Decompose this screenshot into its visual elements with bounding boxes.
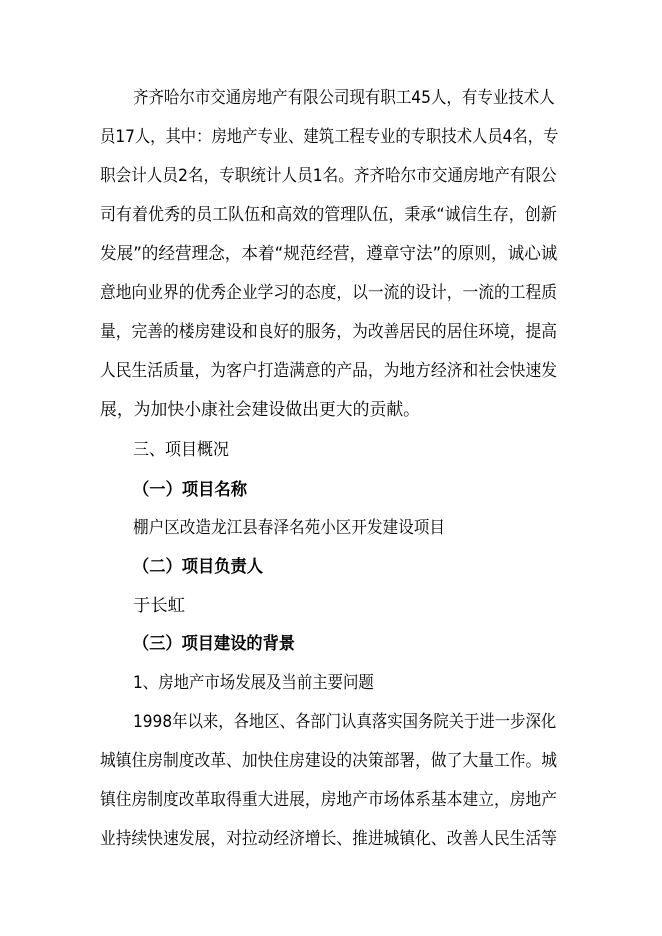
- sub1-heading: （一）项目名称: [133, 480, 247, 500]
- paragraph1-line-2: 员17人，其中：房地产专业、建筑工程专业的专职技术人员4名，专: [100, 127, 559, 147]
- paragraph1-line-3: 职会计人员2名，专职统计人员1名。齐齐哈尔市交通房地产有限公: [100, 166, 557, 186]
- paragraph1-line-5: 发展”的经营理念，本着“规范经营，遵章守法”的原则，诚心诚: [100, 244, 558, 264]
- project-name: 棚户区改造龙江县春泽名苑小区开发建设项目: [133, 518, 445, 538]
- sub2-heading: （二）项目负责人: [133, 557, 263, 577]
- paragraph1-line-9: 展，为加快小康社会建设做出更大的贡献。: [100, 400, 420, 420]
- section-heading: 三、项目概况: [133, 440, 229, 460]
- project-leader: 于长虹: [133, 596, 185, 616]
- item1-heading: 1、房地产市场发展及当前主要问题: [133, 673, 374, 693]
- paragraph1-line-7: 量，完善的楼房建设和良好的服务，为改善居民的居住环境，提高: [100, 322, 557, 342]
- paragraph1-line-8: 人民生活质量，为客户打造满意的产品，为地方经济和社会快速发: [100, 361, 557, 381]
- sub3-heading: （三）项目建设的背景: [133, 634, 295, 654]
- paragraph1-line-6: 意地向业界的优秀企业学习的态度，以一流的设计，一流的工程质: [100, 283, 557, 303]
- paragraph2-line-4: 业持续快速发展，对拉动经济增长、推进城镇化、改善人民生活等: [100, 829, 557, 849]
- paragraph2-line-3: 镇住房制度改革取得重大进展，房地产市场体系基本建立，房地产: [100, 790, 557, 810]
- paragraph2-line-2: 城镇住房制度改革、加快住房建设的决策部署，做了大量工作。城: [100, 751, 557, 771]
- paragraph1-line-1: 齐齐哈尔市交通房地产有限公司现有职工45人，有专业技术人: [133, 88, 555, 108]
- paragraph2-line-1: 1998年以来，各地区、各部门认真落实国务院关于进一步深化: [133, 712, 557, 732]
- paragraph1-line-4: 司有着优秀的员工队伍和高效的管理队伍，秉承“诚信生存，创新: [100, 205, 557, 225]
